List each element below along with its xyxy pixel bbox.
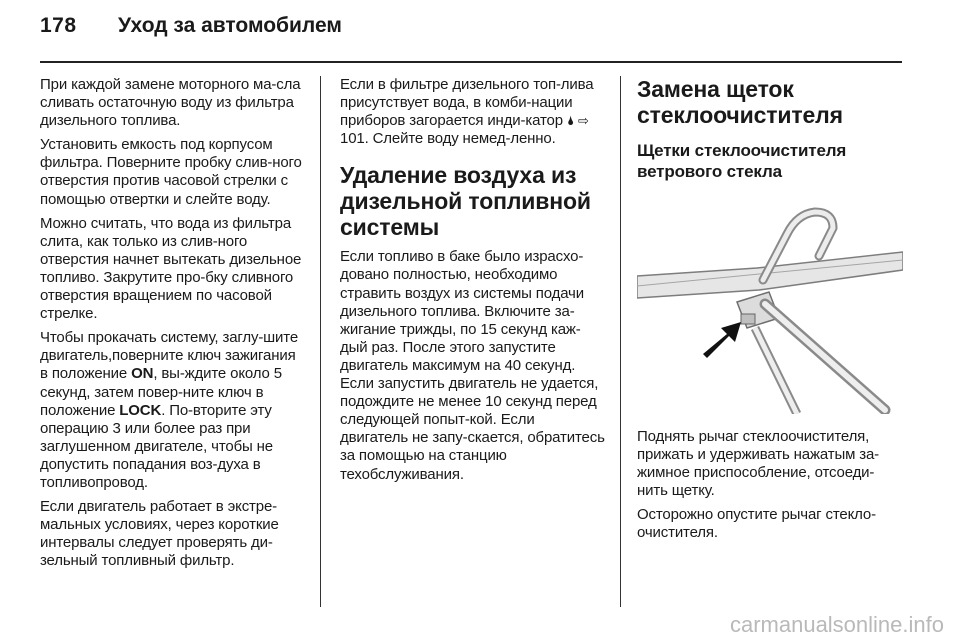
text-run: , вы-ждите около 5 секунд, затем повер-ните ключ в положение xyxy=(40,365,282,419)
paragraph: При каждой замене моторного ма-сла сливать остаточную воду из фильтра дизельного топлива. xyxy=(40,76,301,130)
text-run: Чтобы прокачать систему, заглу-шите двигатель,поверните ключ зажигания в положение xyxy=(40,329,299,383)
paragraph: Можно считать, что вода из фильтра слита, как только из слив-ного отверстия начнет вытекать дизельное топливо. Закрутите про-бку сливного отверстия вращением по часовой стрелке. xyxy=(40,214,302,323)
page-number: 178 xyxy=(40,14,77,37)
text-run: 101. Слейте воду немед-ленно. xyxy=(340,130,556,148)
wiper-illustration xyxy=(637,194,903,414)
section-heading: Замена щеток стеклоочистителя xyxy=(637,76,843,128)
paragraph xyxy=(40,329,306,492)
column-divider-1 xyxy=(320,76,321,607)
section-heading: Удаление воздуха из дизельной топливной системы xyxy=(340,162,591,241)
text-run: . По-вторите эту операцию 3 или более раз при заглушенном двигателе, чтобы не допустить попадания воз-духа в топливопровод. xyxy=(40,401,273,491)
paragraph: Установить емкость под корпусом фильтра. Поверните пробку слив-ного отверстия против часовой стрелки с помощью отвертки и слейте воду. xyxy=(40,136,302,208)
column-2 xyxy=(340,76,606,490)
page-title: Уход за автомобилем xyxy=(118,14,342,37)
text-run: Если в фильтре дизельного топ-лива присутствует вода, в комби-нации приборов загорается инди-катор xyxy=(340,76,594,130)
paragraph xyxy=(340,76,606,148)
paragraph: Если двигатель работает в экстре-мальных условиях, через короткие интервалы следует проверять ди-зельный топливный фильтр. xyxy=(40,498,279,570)
paragraph: Осторожно опустите рычаг стекло-очистителя. xyxy=(637,506,876,542)
key-position-on: ON xyxy=(131,365,154,383)
wiper-arm-image xyxy=(637,194,903,414)
key-position-lock: LOCK xyxy=(119,401,162,419)
header-divider xyxy=(40,61,902,63)
column-1 xyxy=(40,76,306,576)
paragraph: Поднять рычаг стеклоочистителя, прижать и удерживать нажатым за-жимное приспособление, отсоеди-нить щетку. xyxy=(637,428,880,500)
column-divider-2 xyxy=(620,76,621,607)
fuel-water-indicator-icon: 🌢 ⇨ xyxy=(566,113,589,129)
column-3 xyxy=(637,76,903,549)
paragraph: Если топливо в баке было израсхо-довано полностью, необходимо стравить воздух из системы подачи дизельного топлива. Включите за-жигание трижды, по 15 секунд каж-дый раз. После этого запустите двигатель максимум на 40 секунд. Если запустить двигатель не удается, подождите не менее 10 секунд перед следующей попыт-кой. Если двигатель не запу-скается, обратитесь за помощью на станцию техобслуживания. xyxy=(340,248,605,483)
watermark: carmanualsonline.info xyxy=(729,612,944,637)
subsection-heading: Щетки стеклоочистителя ветрового стекла xyxy=(637,141,847,181)
